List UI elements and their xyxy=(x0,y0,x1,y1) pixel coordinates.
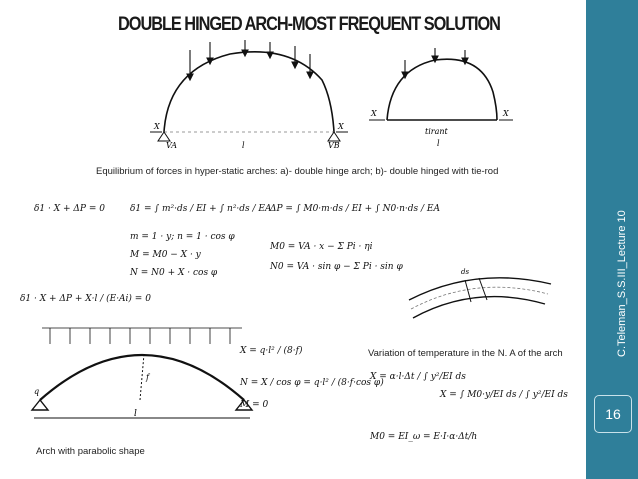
equation-thrust: X = q·l² / (8·f) xyxy=(240,346,303,356)
svg-text:ds: ds xyxy=(461,268,470,276)
svg-text:X: X xyxy=(503,109,509,118)
tie-label: tirant xyxy=(425,127,448,136)
page-number: 16 xyxy=(594,395,632,433)
arch-diagram-tie-rod xyxy=(365,48,515,148)
caption-parabolic: Arch with parabolic shape xyxy=(36,446,145,457)
equation-M0: M0 = VA · x − Σ Pi · ηi xyxy=(270,242,373,252)
arch-segment-diagram xyxy=(405,260,555,330)
svg-text:X: X xyxy=(371,109,377,118)
equation-moment-zero: M = 0 xyxy=(240,400,269,410)
equation-temperature-moment: M0 = EI_ω = E·I·α·Δt/h xyxy=(370,432,478,442)
svg-text:l: l xyxy=(437,139,440,148)
slide-title: DOUBLE HINGED ARCH-MOST FREQUENT SOLUTION xyxy=(118,14,500,35)
equation-axial-force: N = X / cos φ = q·l² / (8·f·cos φ) xyxy=(240,378,384,388)
equation-thrust-general: X = ∫ M0·y/EI ds / ∫ y²/EI ds xyxy=(440,390,568,400)
equation-delta1: δ1 = ∫ m²·ds / EI + ∫ n²·ds / EA xyxy=(130,204,272,214)
equation-normal-force: N = N0 + X · cos φ xyxy=(130,268,218,278)
svg-text:f: f xyxy=(146,373,149,382)
caption-temperature: Variation of temperature in the N. A of the arch xyxy=(368,348,563,359)
slide-sidebar xyxy=(586,0,638,479)
equation-temperature-thrust: X = α·l·Δt / ∫ y²/EI ds xyxy=(370,372,466,382)
equation-tie-rod: δ1 · X + ΔP + X·l / (E·Ai) = 0 xyxy=(20,294,151,304)
equation-deltaP: ΔP = ∫ M0·m·ds / EI + ∫ N0·n·ds / EA xyxy=(270,204,440,214)
arch-diagram-double-hinge xyxy=(150,40,350,150)
svg-text:q: q xyxy=(34,387,40,396)
parabolic-arch-diagram xyxy=(22,318,262,428)
svg-text:l: l xyxy=(134,409,137,419)
svg-text:l: l xyxy=(242,141,245,150)
caption-equilibrium: Equilibrium of forces in hyper-static arches: a)- double hinge arch; b)- double hinged with tie-rod xyxy=(96,166,499,177)
svg-text:X: X xyxy=(154,122,160,131)
equation-N0: N0 = VA · sin φ − Σ Pi · sin φ xyxy=(270,262,403,272)
equation-compatibility: δ1 · X + ΔP = 0 xyxy=(34,204,105,214)
svg-text:X: X xyxy=(338,122,344,131)
equation-unit-forces: m = 1 · y; n = 1 · cos φ xyxy=(130,232,235,242)
author-lecture-label: C.Teleman_S.S.III_Lecture 10 xyxy=(616,210,628,357)
svg-text:VB: VB xyxy=(328,141,340,150)
equation-moment: M = M0 − X · y xyxy=(130,250,201,260)
svg-text:VA: VA xyxy=(166,141,178,150)
